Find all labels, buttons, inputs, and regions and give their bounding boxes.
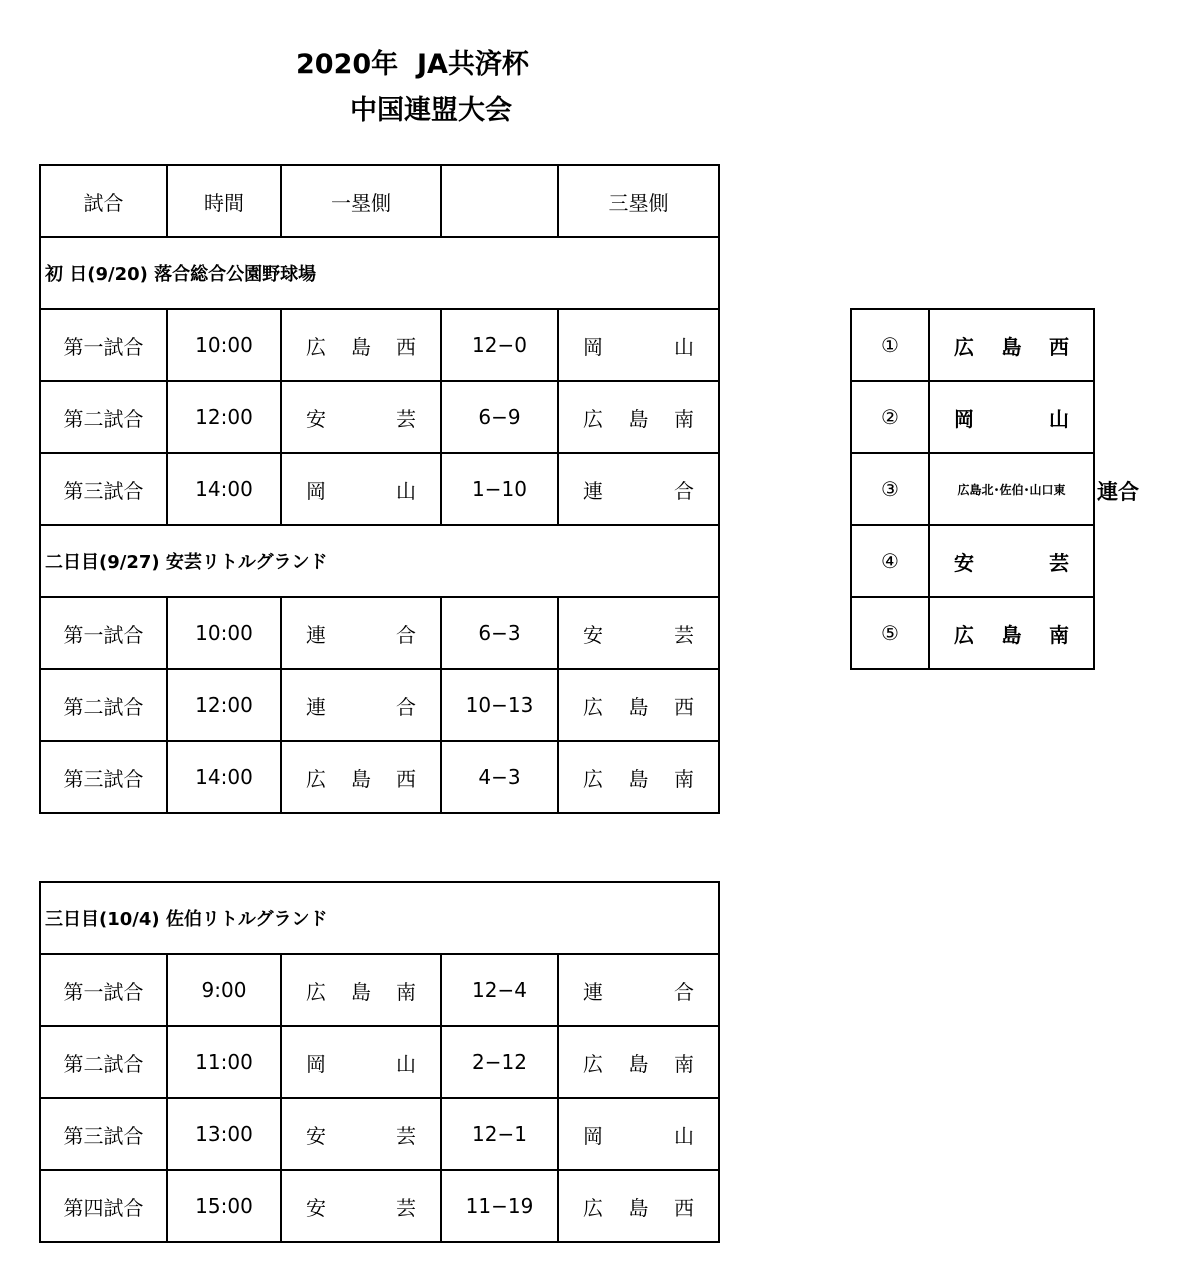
score-cell: 10−13 — [441, 669, 558, 741]
team-char: 島 — [628, 406, 649, 431]
day-label: 初 日(9/20) 落合総合公園野球場 — [40, 237, 719, 309]
game-row — [40, 954, 719, 1026]
third-base-team — [558, 453, 719, 525]
team-char: 広 — [583, 1195, 603, 1220]
third-base-team — [558, 1026, 719, 1098]
team-char: 合 — [674, 478, 694, 503]
third-base-team — [558, 954, 719, 1026]
team-char: 芸 — [396, 1123, 416, 1148]
team-char: 島 — [351, 766, 371, 791]
team-name — [282, 691, 440, 720]
day-header-row — [40, 237, 719, 309]
team-char: 南 — [1049, 622, 1069, 647]
team-char: 山 — [396, 1051, 416, 1076]
header-first-base: 一塁側 — [281, 165, 441, 237]
match-cell: 第二試合 — [40, 381, 167, 453]
team-char: 広 — [583, 766, 603, 791]
game-row — [40, 1098, 719, 1170]
team-char: 島 — [1001, 334, 1022, 359]
match-cell: 第一試合 — [40, 954, 167, 1026]
team-name — [559, 619, 718, 648]
team-char: 芸 — [1049, 550, 1069, 575]
team-char: 南 — [396, 979, 416, 1004]
team-char: 芸 — [396, 1195, 416, 1220]
third-base-team — [558, 669, 719, 741]
team-name — [559, 1192, 718, 1221]
legend-number: ⑤ — [851, 597, 929, 669]
legend-row — [851, 453, 1094, 525]
first-base-team — [281, 1098, 441, 1170]
title-line1: 2020年 JA共済杯 — [296, 49, 529, 80]
team-name — [282, 1192, 440, 1221]
team-name — [930, 331, 1093, 360]
team-char: 連 — [583, 478, 603, 503]
team-char: 西 — [674, 694, 694, 719]
team-name — [559, 1120, 718, 1149]
team-name — [559, 976, 718, 1005]
team-char: 西 — [396, 766, 416, 791]
team-char: 西 — [674, 1195, 694, 1220]
team-name — [930, 619, 1093, 648]
team-name — [282, 1120, 440, 1149]
team-name — [282, 331, 440, 360]
first-base-team — [281, 381, 441, 453]
first-base-team — [281, 309, 441, 381]
time-cell: 9:00 — [167, 954, 281, 1026]
score-cell: 2−12 — [441, 1026, 558, 1098]
header-third-base: 三塁側 — [558, 165, 719, 237]
game-row — [40, 309, 719, 381]
header-time: 時間 — [167, 165, 281, 237]
first-base-team — [281, 741, 441, 813]
team-name — [282, 475, 440, 504]
day-header-row — [40, 882, 719, 954]
schedule-table-1 — [39, 164, 720, 814]
first-base-team — [281, 954, 441, 1026]
team-char: 広 — [583, 694, 603, 719]
team-char: 安 — [306, 1195, 326, 1220]
team-name — [559, 331, 718, 360]
time-cell: 15:00 — [167, 1170, 281, 1242]
first-base-team — [281, 1170, 441, 1242]
legend-team — [929, 381, 1094, 453]
match-cell: 第四試合 — [40, 1170, 167, 1242]
title-line2: 中国連盟大会 — [350, 95, 512, 126]
legend-row — [851, 597, 1094, 669]
team-name — [930, 547, 1093, 576]
time-cell: 14:00 — [167, 741, 281, 813]
team-char: 広 — [954, 622, 974, 647]
team-char: 広 — [306, 334, 326, 359]
game-row — [40, 453, 719, 525]
team-char: 安 — [306, 1123, 326, 1148]
header-match: 試合 — [40, 165, 167, 237]
team-char: 岡 — [954, 406, 974, 431]
team-char: 岡 — [306, 478, 326, 503]
team-char: 安 — [306, 406, 326, 431]
first-base-team — [281, 1026, 441, 1098]
third-base-team — [558, 741, 719, 813]
team-char: 南 — [674, 406, 694, 431]
game-row — [40, 1026, 719, 1098]
team-char: 連 — [583, 979, 603, 1004]
legend-number: ② — [851, 381, 929, 453]
team-name — [559, 691, 718, 720]
time-cell: 11:00 — [167, 1026, 281, 1098]
match-cell: 第三試合 — [40, 1098, 167, 1170]
legend-team — [929, 597, 1094, 669]
team-char: 芸 — [674, 622, 694, 647]
legend-number: ① — [851, 309, 929, 381]
team-char: 西 — [1049, 334, 1069, 359]
day-header-row — [40, 525, 719, 597]
third-base-team — [558, 1098, 719, 1170]
team-char: 山 — [674, 334, 694, 359]
team-name — [282, 403, 440, 432]
match-cell: 第二試合 — [40, 669, 167, 741]
team-char: 合 — [396, 622, 416, 647]
first-base-team — [281, 597, 441, 669]
score-cell: 12−1 — [441, 1098, 558, 1170]
team-char: 安 — [954, 550, 974, 575]
team-legend-table — [850, 308, 1095, 670]
first-base-team — [281, 669, 441, 741]
legend-row — [851, 525, 1094, 597]
team-char: 広 — [583, 406, 603, 431]
game-row — [40, 741, 719, 813]
team-char: 山 — [1049, 406, 1069, 431]
team-name — [559, 763, 718, 792]
game-row — [40, 669, 719, 741]
team-name — [282, 976, 440, 1005]
team-char: 広 — [583, 1051, 603, 1076]
match-cell: 第二試合 — [40, 1026, 167, 1098]
team-char: 連 — [306, 694, 326, 719]
time-cell: 12:00 — [167, 381, 281, 453]
third-base-team — [558, 1170, 719, 1242]
team-char: 岡 — [583, 334, 603, 359]
time-cell: 14:00 — [167, 453, 281, 525]
match-cell: 第三試合 — [40, 741, 167, 813]
score-cell: 6−9 — [441, 381, 558, 453]
team-char: 広 — [306, 979, 326, 1004]
legend-team — [929, 525, 1094, 597]
game-row — [40, 597, 719, 669]
schedule-table-2 — [39, 881, 720, 1243]
team-name — [559, 1048, 718, 1077]
team-char: 山 — [674, 1123, 694, 1148]
score-cell: 4−3 — [441, 741, 558, 813]
team-char: 合 — [674, 979, 694, 1004]
score-cell: 11−19 — [441, 1170, 558, 1242]
score-cell: 6−3 — [441, 597, 558, 669]
header-score — [441, 165, 558, 237]
team-char: 合 — [396, 694, 416, 719]
score-cell: 12−4 — [441, 954, 558, 1026]
team-char: 芸 — [396, 406, 416, 431]
legend-team — [929, 309, 1094, 381]
legend-row — [851, 309, 1094, 381]
game-row — [40, 381, 719, 453]
team-name — [930, 403, 1093, 432]
team-char: 広 — [954, 334, 974, 359]
team-char: 岡 — [583, 1123, 603, 1148]
match-cell: 第一試合 — [40, 597, 167, 669]
team-char: 島 — [628, 1195, 649, 1220]
team-char: 島 — [1001, 622, 1022, 647]
match-cell: 第一試合 — [40, 309, 167, 381]
day-label: 三日目(10/4) 佐伯リトルグランド — [40, 882, 719, 954]
team-char: 島 — [351, 979, 371, 1004]
third-base-team — [558, 381, 719, 453]
team-char: 西 — [396, 334, 416, 359]
team-name — [282, 763, 440, 792]
game-row — [40, 1170, 719, 1242]
team-char: 南 — [674, 766, 694, 791]
match-cell: 第三試合 — [40, 453, 167, 525]
team-name — [282, 1048, 440, 1077]
team-char: 島 — [628, 694, 649, 719]
legend-team: 広島北･佐伯･山口東 — [929, 453, 1094, 525]
time-cell: 10:00 — [167, 597, 281, 669]
team-name — [559, 475, 718, 504]
time-cell: 13:00 — [167, 1098, 281, 1170]
day-label: 二日目(9/27) 安芸リトルグランド — [40, 525, 719, 597]
team-name — [559, 403, 718, 432]
header-row — [40, 165, 719, 237]
score-cell: 12−0 — [441, 309, 558, 381]
third-base-team — [558, 597, 719, 669]
score-cell: 1−10 — [441, 453, 558, 525]
time-cell: 10:00 — [167, 309, 281, 381]
rengou-label: 連合 — [1097, 480, 1139, 504]
legend-number: ③ — [851, 453, 929, 525]
team-char: 広 — [306, 766, 326, 791]
team-char: 岡 — [306, 1051, 326, 1076]
team-char: 南 — [674, 1051, 694, 1076]
legend-number: ④ — [851, 525, 929, 597]
team-char: 島 — [351, 334, 371, 359]
first-base-team — [281, 453, 441, 525]
team-char: 山 — [396, 478, 416, 503]
team-char: 連 — [306, 622, 326, 647]
third-base-team — [558, 309, 719, 381]
team-name — [282, 619, 440, 648]
team-char: 島 — [628, 766, 649, 791]
team-char: 安 — [583, 622, 603, 647]
team-char: 島 — [628, 1051, 649, 1076]
time-cell: 12:00 — [167, 669, 281, 741]
legend-row — [851, 381, 1094, 453]
